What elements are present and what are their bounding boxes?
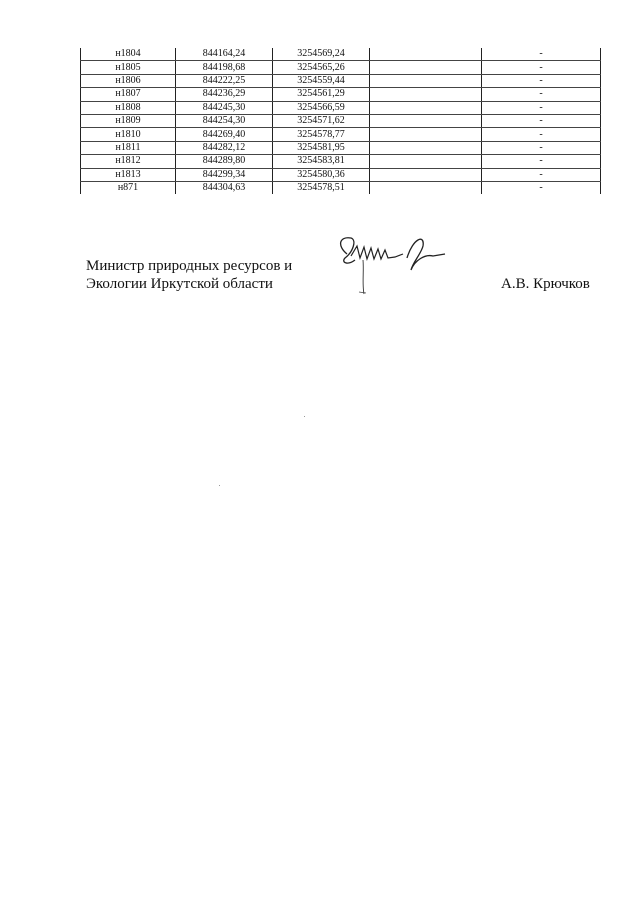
y-coordinate-cell: 3254559,44 [273,74,370,87]
x-coordinate-cell: 844236,29 [176,88,273,101]
note-cell: - [482,74,601,87]
minister-title-line1: Министр природных ресурсов и [86,258,293,274]
note-cell: - [482,155,601,168]
y-coordinate-cell: 3254578,77 [273,128,370,141]
empty-cell [370,168,482,181]
point-number-cell: н1813 [81,168,176,181]
x-coordinate-cell: 844304,63 [176,181,273,194]
note-cell: - [482,141,601,154]
note-cell: - [482,88,601,101]
x-coordinate-cell: 844198,68 [176,61,273,74]
empty-cell [370,61,482,74]
point-number-cell: н1807 [81,88,176,101]
point-number-cell: н1812 [81,155,176,168]
x-coordinate-cell: 844164,24 [176,48,273,61]
signatory-name: А.В. Крючков [501,276,590,292]
scan-speck [219,485,220,486]
x-coordinate-cell: 844222,25 [176,74,273,87]
point-number-cell: н1805 [81,61,176,74]
note-cell: - [482,61,601,74]
empty-cell [370,88,482,101]
point-number-cell: н1806 [81,74,176,87]
note-cell: - [482,168,601,181]
y-coordinate-cell: 3254571,62 [273,114,370,127]
y-coordinate-cell: 3254566,59 [273,101,370,114]
table-row [81,181,601,194]
table-row [81,141,601,154]
note-cell: - [482,101,601,114]
empty-cell [370,114,482,127]
x-coordinate-cell: 844289,80 [176,155,273,168]
point-number-cell: н1808 [81,101,176,114]
table-row [81,74,601,87]
empty-cell [370,181,482,194]
x-coordinate-cell: 844269,40 [176,128,273,141]
table-row [81,48,601,61]
point-number-cell: н1804 [81,48,176,61]
scan-speck [304,416,305,417]
table-row [81,61,601,74]
empty-cell [370,141,482,154]
table-row [81,88,601,101]
y-coordinate-cell: 3254561,29 [273,88,370,101]
empty-cell [370,101,482,114]
empty-cell [370,74,482,87]
minister-title [86,257,292,293]
y-coordinate-cell: 3254581,95 [273,141,370,154]
point-number-cell: н1809 [81,114,176,127]
coordinates-table-body [81,48,601,194]
table-row [81,155,601,168]
note-cell: - [482,48,601,61]
x-coordinate-cell: 844282,12 [176,141,273,154]
y-coordinate-cell: 3254580,36 [273,168,370,181]
point-number-cell: н1811 [81,141,176,154]
y-coordinate-cell: 3254569,24 [273,48,370,61]
table-row [81,128,601,141]
note-cell: - [482,114,601,127]
y-coordinate-cell: 3254578,51 [273,181,370,194]
note-cell: - [482,128,601,141]
point-number-cell: н871 [81,181,176,194]
y-coordinate-cell: 3254583,81 [273,155,370,168]
table-row [81,101,601,114]
note-cell: - [482,181,601,194]
y-coordinate-cell: 3254565,26 [273,61,370,74]
empty-cell [370,48,482,61]
handwritten-signature [333,232,448,304]
table-row [81,114,601,127]
x-coordinate-cell: 844254,30 [176,114,273,127]
coordinates-table [80,48,601,194]
empty-cell [370,128,482,141]
point-number-cell: н1810 [81,128,176,141]
table-row [81,168,601,181]
x-coordinate-cell: 844299,34 [176,168,273,181]
minister-title-line2: Экологии Иркутской области [86,276,273,292]
x-coordinate-cell: 844245,30 [176,101,273,114]
empty-cell [370,155,482,168]
